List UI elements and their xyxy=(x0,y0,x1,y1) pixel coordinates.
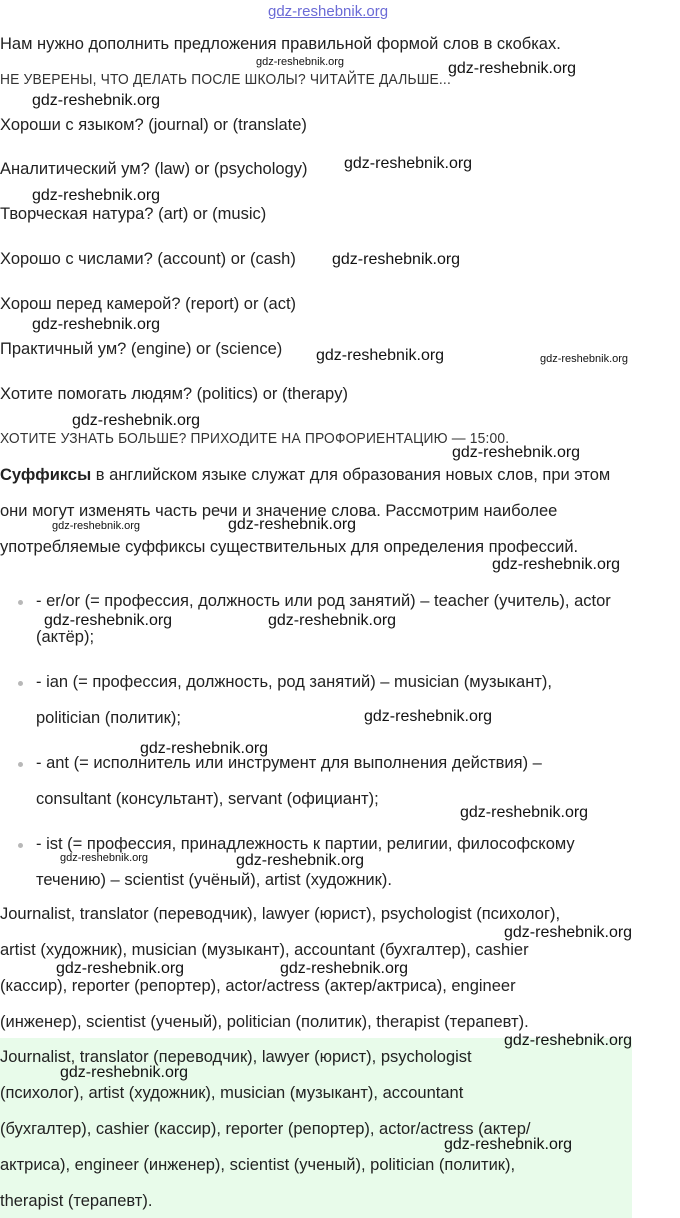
watermark: gdz-reshebnik.org xyxy=(492,556,621,573)
watermark: gdz-reshebnik.org xyxy=(44,612,173,629)
watermark: gdz-reshebnik.org xyxy=(504,924,633,941)
suffix-paragraph-line-1 xyxy=(0,465,610,485)
suffix-paragraph-line-3: употребляемые суффиксы существительных для определения профессий. xyxy=(0,538,579,556)
watermark: gdz-reshebnik.org xyxy=(364,708,493,725)
watermark: gdz-reshebnik.org xyxy=(32,92,161,109)
bullet-ant-line-2: consultant (консультант), servant (официант); xyxy=(36,790,379,808)
bullet-ant-line-1: - ant (= исполнитель или инструмент для выполнения действия) – xyxy=(36,754,542,772)
watermark: gdz-reshebnik.org xyxy=(60,852,149,864)
watermark: gdz-reshebnik.org xyxy=(344,155,473,172)
watermark: gdz-reshebnik.org xyxy=(32,187,161,204)
suffix-bold-term: Суффиксы xyxy=(0,466,92,484)
answer-line-2: artist (художник), musician (музыкант), accountant (бухгалтер), cashier xyxy=(0,941,529,959)
watermark: gdz-reshebnik.org xyxy=(316,347,445,364)
heading-not-sure: НЕ УВЕРЕНЫ, ЧТО ДЕЛАТЬ ПОСЛЕ ШКОЛЫ? ЧИТАЙТЕ ДАЛЬШЕ... xyxy=(0,71,451,88)
watermark: gdz-reshebnik.org xyxy=(56,960,185,977)
watermark: gdz-reshebnik.org xyxy=(72,412,201,429)
question-help-people: Хотите помогать людям? (politics) or (therapy) xyxy=(0,385,348,403)
watermark: gdz-reshebnik.org xyxy=(452,444,581,461)
question-practical: Практичный ум? (engine) or (science) xyxy=(0,340,283,358)
watermark: gdz-reshebnik.org xyxy=(32,316,161,333)
watermark: gdz-reshebnik.org xyxy=(228,516,357,533)
question-language: Хороши с языком? (journal) or (translate) xyxy=(0,116,307,134)
bullet-ist-line-2: течению) – scientist (учёный), artist (художник). xyxy=(36,871,392,889)
watermark: gdz-reshebnik.org xyxy=(140,740,269,757)
bullet-dot xyxy=(18,600,23,605)
watermark-top-link[interactable]: gdz-reshebnik.org xyxy=(268,3,389,20)
question-camera: Хорош перед камерой? (report) or (act) xyxy=(0,295,297,313)
question-analytical: Аналитический ум? (law) or (psychology) xyxy=(0,160,308,178)
bullet-dot xyxy=(18,843,23,848)
watermark: gdz-reshebnik.org xyxy=(332,251,461,268)
intro-text: Нам нужно дополнить предложения правильной формой слов в скобках. xyxy=(0,35,561,53)
watermark: gdz-reshebnik.org xyxy=(280,960,409,977)
highlight-line-3: (бухгалтер), cashier (кассир), reporter (репортер), actor/actress (актер/ xyxy=(0,1120,531,1138)
watermark: gdz-reshebnik.org xyxy=(460,804,589,821)
watermark: gdz-reshebnik.org xyxy=(540,353,629,365)
bullet-ian-line-2: politician (политик); xyxy=(36,709,181,727)
watermark: gdz-reshebnik.org xyxy=(256,56,345,68)
bullet-dot xyxy=(18,681,23,686)
watermark: gdz-reshebnik.org xyxy=(60,1064,189,1081)
watermark: gdz-reshebnik.org xyxy=(444,1136,573,1153)
highlight-line-2: (психолог), artist (художник), musician (музыкант), accountant xyxy=(0,1084,464,1102)
watermark: gdz-reshebnik.org xyxy=(52,520,141,532)
highlight-line-5: therapist (терапевт). xyxy=(0,1192,153,1210)
heading-learn-more: ХОТИТЕ УЗНАТЬ БОЛЬШЕ? ПРИХОДИТЕ НА ПРОФОРИЕНТАЦИЮ — 15:00. xyxy=(0,430,510,447)
bullet-er-or-line-1: - er/or (= профессия, должность или род занятий) – teacher (учитель), actor xyxy=(36,592,611,610)
watermark: gdz-reshebnik.org xyxy=(268,612,397,629)
watermark: gdz-reshebnik.org xyxy=(504,1032,633,1049)
highlight-line-4: актриса), engineer (инженер), scientist (ученый), politician (политик), xyxy=(0,1156,516,1174)
answer-line-4: (инженер), scientist (ученый), politician (политик), therapist (терапевт). xyxy=(0,1013,529,1031)
watermark: gdz-reshebnik.org xyxy=(236,852,365,869)
answer-line-1: Journalist, translator (переводчик), lawyer (юрист), psychologist (психолог), xyxy=(0,905,561,923)
highlight-line-1: Journalist, translator (переводчик), lawyer (юрист), psychologist xyxy=(0,1048,472,1066)
watermark: gdz-reshebnik.org xyxy=(448,60,577,77)
suffix-line-1-rest: в английском языке служат для образования новых слов, при этом xyxy=(91,466,611,484)
bullet-ist-line-1: - ist (= профессия, принадлежность к партии, религии, философскому xyxy=(36,835,575,853)
suffix-paragraph-line-2: они могут изменять часть речи и значение слова. Рассмотрим наиболее xyxy=(0,502,558,520)
bullet-dot xyxy=(18,762,23,767)
question-numbers: Хорошо с числами? (account) or (cash) xyxy=(0,250,296,268)
question-creative: Творческая натура? (art) or (music) xyxy=(0,205,267,223)
bullet-ian-line-1: - ian (= профессия, должность, род занятий) – musician (музыкант), xyxy=(36,673,552,691)
answer-line-3: (кассир), reporter (репортер), actor/actress (актер/актриса), engineer xyxy=(0,977,516,995)
bullet-er-or-line-2: (актёр); xyxy=(36,628,95,646)
